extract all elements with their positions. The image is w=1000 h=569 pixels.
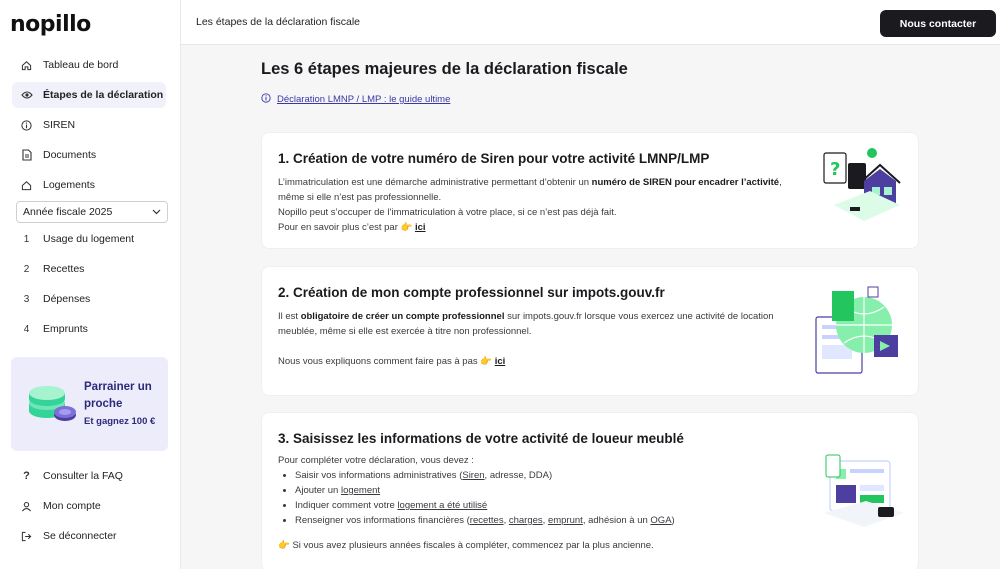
emprunt-link[interactable]: emprunt bbox=[547, 515, 583, 526]
step-label: Usage du logement bbox=[43, 233, 135, 245]
usage-link[interactable]: logement a été utilisé bbox=[397, 500, 488, 511]
sidebar-item-label: SIREN bbox=[43, 119, 76, 131]
text: , adresse, DDA) bbox=[484, 470, 553, 481]
text: Indiquer comment votre bbox=[295, 500, 398, 511]
list-item bbox=[295, 483, 798, 498]
sidebar-item-label: Mon compte bbox=[43, 500, 101, 512]
guide-link-text[interactable]: Déclaration LMNP / LMP : le guide ultime bbox=[277, 94, 451, 105]
recettes-link[interactable]: recettes bbox=[469, 515, 504, 526]
text: , même si elle n’est pas professionnelle. bbox=[278, 177, 782, 203]
fiscal-year-value: Année fiscale 2025 bbox=[23, 206, 113, 218]
chevron-down-icon bbox=[152, 206, 161, 218]
eye-icon bbox=[20, 89, 33, 102]
text: sur impots.gouv.fr lorsque vous exercez une activité de location meublée, même si elle est exercée à titre non professionnel. bbox=[278, 311, 774, 337]
info-icon bbox=[20, 119, 33, 132]
step-number: 4 bbox=[23, 323, 30, 335]
house-icon bbox=[20, 179, 33, 192]
todo-list bbox=[278, 468, 798, 528]
step-card-1 bbox=[261, 132, 919, 249]
sidebar-step-4[interactable] bbox=[12, 316, 166, 342]
step-number: 2 bbox=[23, 263, 30, 275]
step-card-body bbox=[278, 309, 798, 369]
svg-text:?: ? bbox=[830, 159, 841, 180]
page-title: Les 6 étapes majeures de la déclaration fiscale bbox=[261, 60, 628, 78]
text: Nopillo peut s’occuper de l’immatriculation à votre place, si ce n’est pas déjà fait. bbox=[278, 207, 617, 218]
text: Renseigner vos informations financières ( bbox=[295, 515, 470, 526]
text: , bbox=[503, 515, 509, 526]
text: Ajouter un bbox=[295, 485, 341, 496]
step-card-body bbox=[278, 453, 798, 553]
top-bar bbox=[181, 0, 1000, 45]
sidebar-step-1[interactable] bbox=[12, 226, 166, 252]
highlight-text: obligatoire de créer un compte professionnel bbox=[300, 311, 505, 322]
note-text: 👉 Si vous avez plusieurs années fiscales à compléter, commencez par la plus ancienne. bbox=[278, 540, 654, 551]
text: , bbox=[542, 515, 548, 526]
step-card-body bbox=[278, 175, 798, 235]
promo-subtitle: Et gagnez 100 € bbox=[84, 416, 156, 427]
text: Il est bbox=[278, 311, 301, 322]
contact-button[interactable]: Nous contacter bbox=[880, 10, 996, 37]
siren-link[interactable]: Siren bbox=[462, 470, 485, 481]
sidebar-step-2[interactable] bbox=[12, 256, 166, 282]
sidebar-item-label: Étapes de la déclaration bbox=[43, 89, 164, 101]
fiscal-year-select[interactable] bbox=[16, 201, 168, 223]
referral-promo-card[interactable] bbox=[11, 357, 168, 451]
oga-link[interactable]: OGA bbox=[650, 515, 672, 526]
step-card-title: 1. Création de votre numéro de Siren pour votre activité LMNP/LMP bbox=[278, 151, 710, 166]
text: Pour en savoir plus c’est par 👉 bbox=[278, 222, 415, 233]
step-label: Recettes bbox=[43, 263, 85, 275]
sidebar-item-label: Documents bbox=[43, 149, 97, 161]
sidebar-item-etapes[interactable] bbox=[12, 82, 166, 108]
highlight-text: numéro de SIREN pour encadrer l’activité bbox=[591, 177, 780, 188]
step-label: Dépenses bbox=[43, 293, 91, 305]
sidebar-item-logements[interactable] bbox=[12, 172, 166, 198]
text: Nous vous expliquons comment faire pas à pas 👉 bbox=[278, 356, 495, 367]
text: Saisir vos informations administratives ( bbox=[295, 470, 463, 481]
siren-house-illustration bbox=[820, 145, 904, 234]
step-number: 1 bbox=[23, 233, 30, 245]
promo-title: Parrainer un proche bbox=[84, 381, 152, 410]
list-item bbox=[295, 468, 798, 483]
dashboard-illustration bbox=[824, 451, 904, 532]
sidebar bbox=[0, 0, 181, 569]
logout-icon bbox=[20, 530, 33, 543]
home-icon bbox=[20, 59, 33, 72]
step-card-3 bbox=[261, 412, 919, 569]
tax-account-illustration bbox=[814, 281, 904, 386]
step-card-title: 3. Saisissez les informations de votre activité de loueur meublé bbox=[278, 431, 684, 446]
learn-more-link[interactable]: ici bbox=[494, 356, 506, 367]
info-icon bbox=[261, 93, 271, 106]
step-label: Emprunts bbox=[43, 323, 88, 335]
nopillo-logo[interactable]: nopillo bbox=[10, 12, 91, 37]
sidebar-item-label: Tableau de bord bbox=[43, 59, 119, 71]
list-item bbox=[295, 513, 798, 528]
step-card-title: 2. Création de mon compte professionnel sur impots.gouv.fr bbox=[278, 285, 665, 300]
sidebar-item-label: Logements bbox=[43, 179, 95, 191]
text: , adhésion à un bbox=[582, 515, 651, 526]
sidebar-item-faq[interactable] bbox=[12, 463, 166, 489]
text: ) bbox=[671, 515, 675, 526]
sidebar-item-logout[interactable] bbox=[12, 523, 166, 549]
sidebar-item-tableau-de-bord[interactable] bbox=[12, 52, 166, 78]
page-header-title: Les étapes de la déclaration fiscale bbox=[196, 16, 361, 28]
text: L’immatriculation est une démarche administrative permettant d’obtenir un bbox=[278, 177, 592, 188]
list-item bbox=[295, 498, 798, 513]
question-icon: ? bbox=[23, 470, 30, 482]
charges-link[interactable]: charges bbox=[508, 515, 543, 526]
document-icon bbox=[20, 149, 33, 162]
coins-icon bbox=[25, 381, 79, 430]
sidebar-item-label: Se déconnecter bbox=[43, 530, 117, 542]
step-card-2 bbox=[261, 266, 919, 396]
step-number: 3 bbox=[23, 293, 30, 305]
sidebar-item-mon-compte[interactable] bbox=[12, 493, 166, 519]
text: Pour compléter votre déclaration, vous devez : bbox=[278, 455, 474, 466]
sidebar-item-siren[interactable] bbox=[12, 112, 166, 138]
sidebar-item-documents[interactable] bbox=[12, 142, 166, 168]
learn-more-link[interactable]: ici bbox=[414, 222, 426, 233]
sidebar-item-label: Consulter la FAQ bbox=[43, 470, 123, 482]
guide-link[interactable] bbox=[261, 93, 450, 106]
logement-link[interactable]: logement bbox=[340, 485, 381, 496]
sidebar-step-3[interactable] bbox=[12, 286, 166, 312]
user-icon bbox=[20, 500, 33, 513]
